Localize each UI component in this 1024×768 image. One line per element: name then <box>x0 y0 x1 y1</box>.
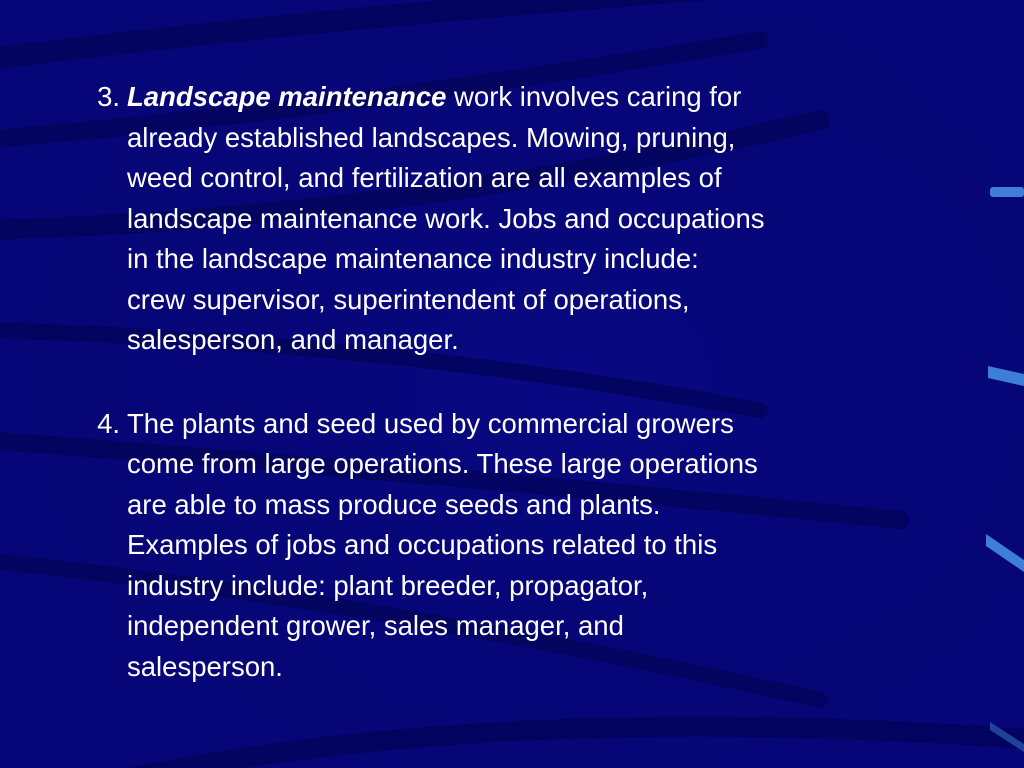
item-line: salesperson, and manager. <box>127 324 459 355</box>
item-line: are able to mass produce seeds and plants. <box>127 488 661 520</box>
item-line: come from large operations. These large operations <box>127 448 758 479</box>
item-number: 3. <box>97 81 120 112</box>
item-line: landscape maintenance work. Jobs and occupations <box>127 202 765 234</box>
item-line: already established landscapes. Mowing, pruning, <box>127 121 736 153</box>
item-line: industry include: plant breeder, propagator, <box>127 569 649 601</box>
item-number: 4. <box>97 407 120 439</box>
item-line: weed control, and fertilization are all examples of <box>127 162 722 193</box>
item-line-text: work involves caring for <box>446 81 742 112</box>
item-line: The plants and seed used by commercial growers <box>127 407 734 439</box>
item-term: Landscape maintenance <box>127 81 447 112</box>
item-line: crew supervisor, superintendent of operations, <box>127 283 690 315</box>
item-line: independent grower, sales manager, and <box>127 610 624 641</box>
item-line: Examples of jobs and occupations related to this <box>127 529 718 560</box>
list-item <box>84 404 944 688</box>
item-line: in the landscape maintenance industry include: <box>127 243 699 274</box>
item-line: salesperson. <box>127 650 283 682</box>
list-item <box>84 77 944 361</box>
slide-body <box>84 77 944 687</box>
item-line <box>127 77 944 118</box>
